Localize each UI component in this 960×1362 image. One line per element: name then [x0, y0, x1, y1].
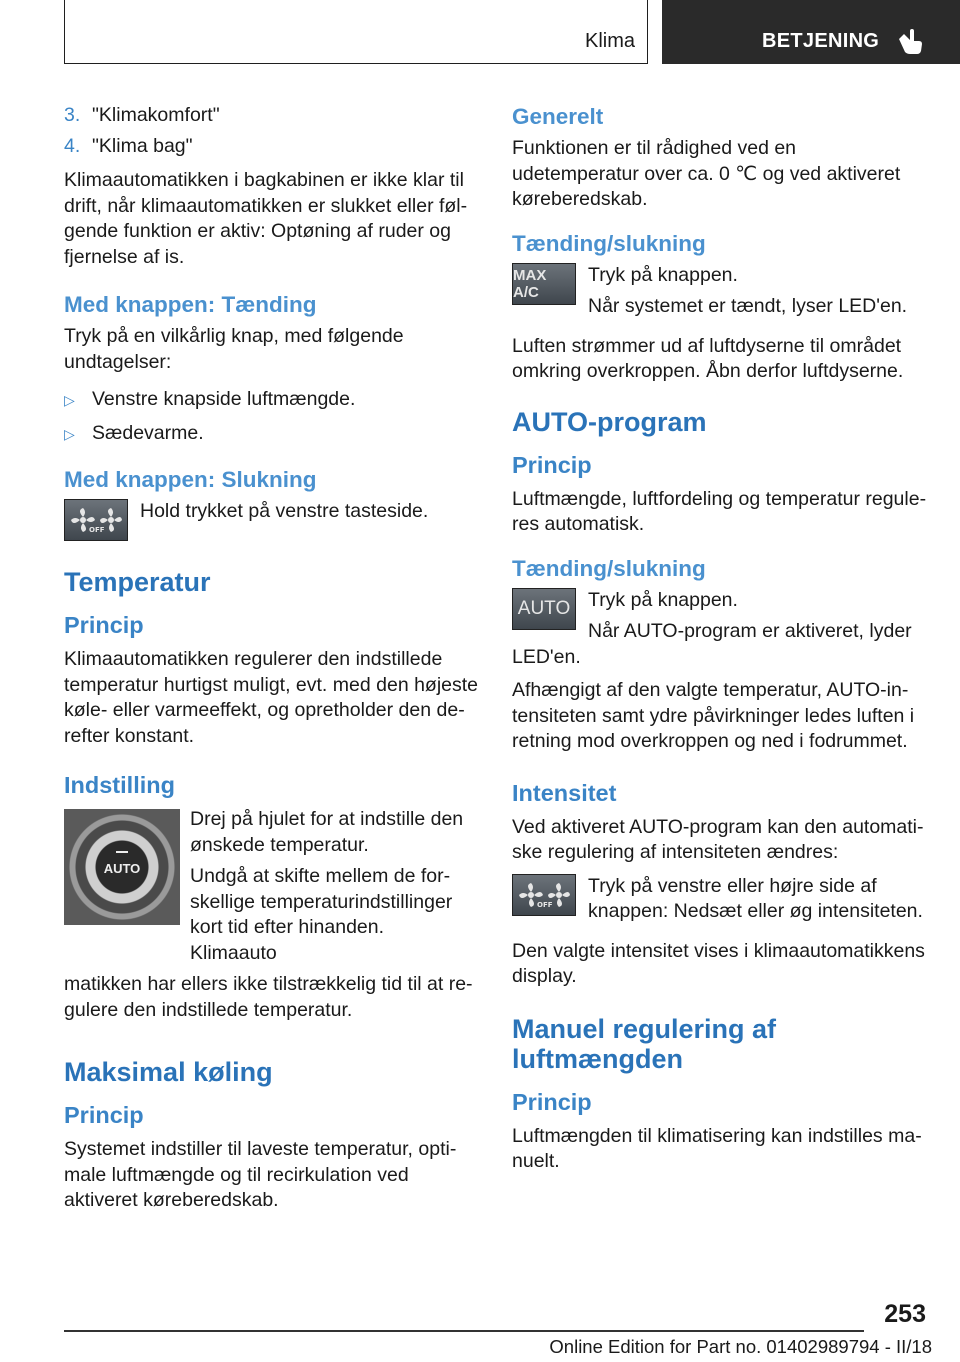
triangle-bullet-icon: ▷	[64, 392, 75, 408]
general-heading: Generelt	[512, 104, 604, 129]
intensity-display-paragraph: Den valgte intensitet vises i klimaautomatikkens display.	[512, 939, 925, 987]
temperature-principle-heading: Princip	[64, 612, 144, 638]
setting-heading: Indstilling	[64, 772, 175, 798]
onoff-paragraph-2: Når systemet er tændt, lyser LED'en.	[588, 295, 908, 317]
auto-onoff-heading: Tænding/slukning	[512, 555, 706, 581]
list-item: ▷ Sædevarme.	[64, 417, 480, 451]
manual-title: Manuel regulering af luftmængden	[512, 1013, 777, 1074]
numbered-list	[64, 100, 480, 162]
auto-program-title: AUTO-program	[512, 406, 707, 437]
max-principle-paragraph: Systemet indstiller til laveste temperatur, optimale luftmængde og til recirkulation ved aktiveret køreberedskab.	[64, 1138, 457, 1211]
auto-row	[512, 588, 928, 645]
fan-button-image	[64, 499, 128, 541]
max-cooling-title: Maksimal køling	[64, 1057, 273, 1087]
max-principle-heading: Princip	[64, 1102, 144, 1128]
onoff-heading: Tænding/slukning	[512, 230, 706, 256]
header-section-title: Klima	[584, 30, 635, 52]
onoff-paragraph-1: Tryk på knappen.	[588, 263, 738, 286]
fan-button-image	[512, 874, 576, 916]
off-paragraph: Hold trykket på venstre tasteside.	[140, 500, 429, 522]
minus-icon	[116, 851, 128, 853]
setting-paragraph-3: matikken har ellers ikke tilstrækkelig tid til at regulere den indstillede temperatur.	[64, 973, 473, 1021]
maxac-row	[512, 263, 928, 326]
header-chapter-box	[662, 0, 960, 64]
general-paragraph: Funktionen er til rådighed ved en udetemperatur over ca. 0 ℃ og ved aktiveret køreberedskab.	[512, 137, 901, 210]
manual-principle-heading: Princip	[512, 1088, 592, 1115]
left-column	[64, 100, 480, 1222]
fan-off-icon	[517, 881, 571, 909]
intensity-heading: Intensitet	[512, 779, 617, 806]
edition-text: Online Edition for Part no. 01402989794 - II/18	[549, 1336, 932, 1357]
max-ac-button-image: MAX A/C	[512, 263, 576, 305]
page-number: 253	[884, 1300, 926, 1328]
intensity-button-paragraph: Tryk på venstre eller højre side af knappen: Nedsæt eller øg intensiteten.	[588, 874, 923, 922]
header-section-box	[64, 0, 648, 64]
temperature-knob-image: AUTO	[64, 809, 180, 925]
manual-principle-paragraph: Luftmængden til klimatisering kan indstilles manuelt.	[512, 1124, 922, 1172]
header-chapter-title: BETJENING	[762, 30, 880, 52]
list-item: 4. "Klima bag"	[64, 135, 193, 157]
setting-paragraph-1: Drej på hjulet for at indstille den ønskede temperatur.	[190, 808, 464, 856]
right-column	[512, 100, 928, 1183]
on-heading: Med knappen: Tænding	[64, 292, 317, 317]
svg-text:OFF: OFF	[89, 526, 105, 534]
triangle-bullet-icon: ▷	[64, 426, 75, 442]
auto-button-image: AUTO	[512, 588, 576, 630]
setting-paragraph-2: Undgå at skifte mellem de forskellige temperaturindstillinger kort tid efter hinanden. Klimaauto	[190, 865, 453, 964]
on-paragraph: Tryk på en vilkårlig knap, med følgende undtagelser:	[64, 325, 404, 373]
off-row	[64, 499, 480, 541]
footer-divider	[64, 1330, 864, 1332]
auto-onoff-paragraph-1: Tryk på knappen.	[588, 588, 738, 611]
auto-dependency-paragraph: Afhængigt af den valgte temperatur, AUTO-intensiteten samt ydre påvirkninger ledes luften i retning mod overkroppen og ned i fodrummet.	[512, 679, 915, 752]
air-paragraph: Luften strømmer ud af luftdyserne til området omkring overkroppen. Åbn derfor luftdyserne.	[512, 334, 904, 382]
setting-row	[64, 807, 480, 972]
intro-paragraph: Klimaautomatikken i bagkabinen er ikke klar til drift, når klimaautomatikken er slukket eller følgende funktion er aktiv: Optøning af ruder og fjernelse af is.	[64, 169, 468, 268]
auto-principle-heading: Princip	[512, 451, 592, 478]
auto-principle-paragraph: Luftmængde, luftfordeling og temperatur reguleres automatisk.	[512, 487, 927, 535]
list-item: 3. "Klimakomfort"	[64, 104, 220, 126]
auto-onoff-paragraph-2: Når AUTO-program er aktiveret, lyder	[588, 620, 912, 642]
intensity-row	[512, 874, 928, 931]
temperature-title: Temperatur	[64, 567, 211, 597]
pointing-hand-icon	[896, 27, 924, 55]
intensity-paragraph: Ved aktiveret AUTO-program kan den automatiske regulering af intensiteten ændres:	[512, 815, 924, 863]
svg-text:OFF: OFF	[537, 900, 553, 909]
off-heading: Med knappen: Slukning	[64, 467, 317, 492]
list-item: ▷ Venstre knapside luftmængde.	[64, 383, 480, 417]
fan-off-icon	[69, 506, 123, 534]
temperature-principle-paragraph: Klimaautomatikken regulerer den indstillede temperatur hurtigst muligt, evt. med den højeste køle- eller varmeeffekt, og opretholder den derefter konstant.	[64, 648, 479, 747]
bullet-list	[64, 383, 480, 451]
auto-onoff-paragraph-3: LED'en.	[512, 645, 581, 668]
